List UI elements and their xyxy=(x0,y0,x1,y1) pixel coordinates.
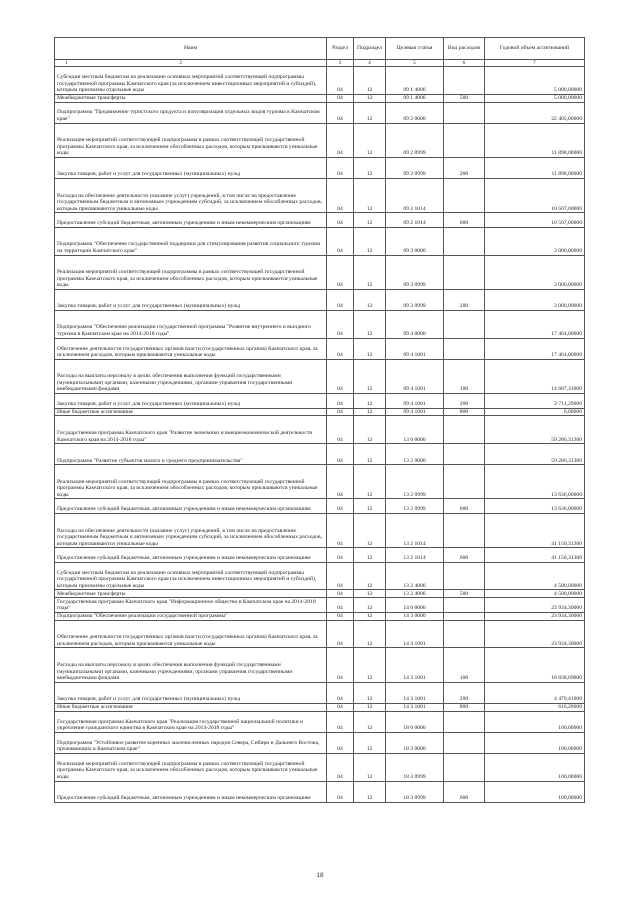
subsection-cell: 12 xyxy=(354,408,386,416)
target-cell: 13 0 0000 xyxy=(386,416,444,444)
name-cell: Подпрограмма "Обеспечение реализации государственной программы "Развитие внутреннего и въездного туризма в Камчатском крае на 2014-2018 годы" xyxy=(55,310,327,338)
table-row xyxy=(55,562,585,590)
target-cell: 18 3 0999 xyxy=(386,781,444,802)
section-cell: 04 xyxy=(327,612,354,620)
section-cell: 04 xyxy=(327,359,354,393)
target-cell: 18 3 0999 xyxy=(386,753,444,781)
name-cell: Подпрограмма "Обеспечение государственной поддержки для стимулирования развития социального туризма на территории Камчатского края" xyxy=(55,227,327,255)
section-cell: 04 xyxy=(327,499,354,514)
exp-type-cell xyxy=(444,310,485,338)
index-cell: 5 xyxy=(386,60,444,67)
exp-type-cell xyxy=(444,123,485,157)
name-cell: Обеспечение деятельности государственных органов власти (государственных органов) Камчатского края, за исключением расходов, которым присваиваются уникальные коды xyxy=(55,338,327,359)
name-cell: Предоставление субсидий бюджетным, автономным учреждениям и иным некоммерческим организациям xyxy=(55,213,327,228)
target-cell: 14 3 0000 xyxy=(386,612,444,620)
index-cell: 6 xyxy=(444,60,485,67)
section-cell: 04 xyxy=(327,562,354,590)
subsection-cell: 12 xyxy=(354,289,386,310)
index-cell xyxy=(55,60,327,67)
header-section: Раздел xyxy=(327,38,354,60)
table-row xyxy=(55,123,585,157)
section-cell: 04 xyxy=(327,179,354,213)
name-cell: Реализация мероприятий соответствующей подпрограммы в рамках соответствующей государственной программы Камчатского края, за исключением обособленных расходов, которым присваиваются уникальные коды xyxy=(55,753,327,781)
header-subsection: Подраздел xyxy=(354,38,386,60)
target-cell: 14 3 1001 xyxy=(386,620,444,648)
amount-cell: 6,00000 xyxy=(485,408,585,416)
target-cell: 18 0 0000 xyxy=(386,711,444,732)
amount-cell: 100,00000 xyxy=(485,753,585,781)
exp-type-cell: 200 xyxy=(444,289,485,310)
table-row xyxy=(55,711,585,732)
subsection-cell: 12 xyxy=(354,444,386,465)
name-cell: Расходы на выплаты персоналу в целях обеспечения выполнения функций государственными (муниципальными) органами, казенными учреждениями, органами управления государственными внебюджетными фондами xyxy=(55,359,327,393)
section-cell: 04 xyxy=(327,310,354,338)
name-cell: Реализация мероприятий соответствующей подпрограммы в рамках соответствующей государственной программы Камчатского края, за исключением обособленных расходов, которым присваиваются уникальные коды xyxy=(55,465,327,499)
amount-cell: 23 934,30000 xyxy=(485,598,585,613)
name-cell: Субсидии местным бюджетам на реализацию основных мероприятий соответствующей подпрограммы государственной программы Камчатского края (за исключением инвестиционных мероприятий и субсидий), которым присвоены отдельные коды xyxy=(55,562,327,590)
section-cell: 04 xyxy=(327,781,354,802)
amount-cell: 23 934,30000 xyxy=(485,612,585,620)
subsection-cell: 12 xyxy=(354,94,386,102)
section-cell: 04 xyxy=(327,157,354,178)
name-cell: Иные бюджетные ассигнования xyxy=(55,408,327,416)
amount-cell: 4 500,00000 xyxy=(485,562,585,590)
amount-cell: 59 286,31300 xyxy=(485,444,585,465)
section-cell: 04 xyxy=(327,94,354,102)
table-row xyxy=(55,359,585,393)
target-cell: 09 2 1014 xyxy=(386,179,444,213)
target-cell: 09 2 0000 xyxy=(386,102,444,123)
amount-cell: 100,00000 xyxy=(485,732,585,753)
name-cell: Закупка товаров, работ и услуг для государственных (муниципальных) нужд xyxy=(55,682,327,703)
index-label: 2 xyxy=(179,60,182,66)
subsection-cell: 12 xyxy=(354,123,386,157)
subsection-cell: 12 xyxy=(354,732,386,753)
exp-type-cell: 800 xyxy=(444,703,485,711)
target-cell: 09 4 0000 xyxy=(386,310,444,338)
target-cell: 13 2 1014 xyxy=(386,548,444,563)
index-cell: 7 xyxy=(485,60,585,67)
target-cell: 13 2 4006 xyxy=(386,562,444,590)
target-cell: 09 3 0999 xyxy=(386,255,444,289)
amount-cell: 13 636,00000 xyxy=(485,499,585,514)
amount-cell: 5 000,00000 xyxy=(485,94,585,102)
section-cell: 04 xyxy=(327,213,354,228)
exp-type-cell xyxy=(444,444,485,465)
index-label: 1 xyxy=(65,60,68,66)
amount-cell: 59 286,31300 xyxy=(485,416,585,444)
exp-type-cell xyxy=(444,338,485,359)
subsection-cell: 12 xyxy=(354,620,386,648)
section-cell: 04 xyxy=(327,732,354,753)
exp-type-cell: 600 xyxy=(444,499,485,514)
name-cell: Подпрограмма "Устойчивое развитие коренных малочисленных народов Севера, Сибири и Дальнего Востока, проживающих в Камчатском крае" xyxy=(55,732,327,753)
section-cell: 04 xyxy=(327,289,354,310)
section-cell: 04 xyxy=(327,590,354,598)
subsection-cell: 12 xyxy=(354,562,386,590)
exp-type-cell xyxy=(444,711,485,732)
subsection-cell: 12 xyxy=(354,682,386,703)
target-cell: 09 3 0999 xyxy=(386,289,444,310)
subsection-cell: 12 xyxy=(354,548,386,563)
table-row xyxy=(55,753,585,781)
table-row xyxy=(55,289,585,310)
section-cell: 04 xyxy=(327,416,354,444)
exp-type-cell: 800 xyxy=(444,408,485,416)
name-cell: Реализация мероприятий соответствующей подпрограммы в рамках соответствующей государственной программы Камчатского края, за исключением обособленных расходов, которым присваиваются уникальные коды xyxy=(55,255,327,289)
target-cell: 14 3 1001 xyxy=(386,682,444,703)
subsection-cell: 12 xyxy=(354,359,386,393)
subsection-cell: 12 xyxy=(354,102,386,123)
exp-type-cell xyxy=(444,732,485,753)
exp-type-cell: 200 xyxy=(444,682,485,703)
table-body xyxy=(55,60,585,803)
amount-cell: 41 150,31300 xyxy=(485,513,585,547)
name-cell: Межбюджетные трансферты xyxy=(55,590,327,598)
target-cell: 13 2 0999 xyxy=(386,465,444,499)
header-name: Наим xyxy=(55,38,327,60)
amount-cell: 3 000,00000 xyxy=(485,289,585,310)
exp-type-cell xyxy=(444,416,485,444)
target-cell: 09 2 0999 xyxy=(386,157,444,178)
amount-cell: 4 500,00000 xyxy=(485,590,585,598)
section-cell: 04 xyxy=(327,753,354,781)
name-cell: Реализация мероприятий соответствующей подпрограммы в рамках соответствующей государственной программы Камчатского края, за исключением обособленных расходов, которым присваиваются уникальные коды xyxy=(55,123,327,157)
table-row xyxy=(55,67,585,95)
table-row xyxy=(55,394,585,409)
amount-cell: 17 464,00000 xyxy=(485,338,585,359)
header-target: Целевая статья xyxy=(386,38,444,60)
header-exp-type: Вид расходов xyxy=(444,38,485,60)
name-cell: Закупка товаров, работ и услуг для государственных (муниципальных) нужд xyxy=(55,157,327,178)
subsection-cell: 12 xyxy=(354,648,386,682)
table-row xyxy=(55,598,585,613)
amount-cell: 22 405,00000 xyxy=(485,102,585,123)
target-cell: 13 2 0000 xyxy=(386,444,444,465)
exp-type-cell xyxy=(444,227,485,255)
amount-cell: 14 687,31000 xyxy=(485,359,585,393)
subsection-cell: 12 xyxy=(354,598,386,613)
name-cell: Обеспечение деятельности государственных органов власти (государственных органов) Камчатского края, за исключением расходов, которым присваиваются уникальные коды xyxy=(55,620,327,648)
name-cell: Иные бюджетные ассигнования xyxy=(55,703,327,711)
exp-type-cell xyxy=(444,102,485,123)
exp-type-cell: 600 xyxy=(444,548,485,563)
subsection-cell: 12 xyxy=(354,179,386,213)
table-row xyxy=(55,612,585,620)
table-row xyxy=(55,444,585,465)
section-cell: 04 xyxy=(327,682,354,703)
section-cell: 04 xyxy=(327,67,354,95)
table-row xyxy=(55,703,585,711)
table-row xyxy=(55,548,585,563)
table-row xyxy=(55,255,585,289)
target-cell: 14 3 1001 xyxy=(386,648,444,682)
name-cell: Предоставление субсидий бюджетным, автономным учреждениям и иным некоммерческим организациям xyxy=(55,499,327,514)
target-cell: 09 3 0000 xyxy=(386,227,444,255)
exp-type-cell: 600 xyxy=(444,781,485,802)
target-cell: 09 1 4006 xyxy=(386,94,444,102)
target-cell: 09 1 4006 xyxy=(386,67,444,95)
exp-type-cell xyxy=(444,612,485,620)
name-cell: Подпрограмма "Продвижение туристского продукта и популяризация отдельных видов туризма в Камчатском крае" xyxy=(55,102,327,123)
subsection-cell: 12 xyxy=(354,255,386,289)
amount-cell: 3 000,00000 xyxy=(485,255,585,289)
subsection-cell: 12 xyxy=(354,753,386,781)
table-row xyxy=(55,781,585,802)
section-cell: 04 xyxy=(327,548,354,563)
index-row xyxy=(55,60,585,67)
subsection-cell: 12 xyxy=(354,711,386,732)
subsection-cell: 12 xyxy=(354,781,386,802)
exp-type-cell xyxy=(444,255,485,289)
subsection-cell: 12 xyxy=(354,612,386,620)
amount-cell: 11 898,00000 xyxy=(485,123,585,157)
name-cell: Межбюджетные трансферты xyxy=(55,94,327,102)
amount-cell: 616,20000 xyxy=(485,703,585,711)
exp-type-cell: 600 xyxy=(444,213,485,228)
subsection-cell: 12 xyxy=(354,67,386,95)
document-page xyxy=(54,37,584,803)
exp-type-cell xyxy=(444,179,485,213)
exp-type-cell xyxy=(444,513,485,547)
section-cell: 04 xyxy=(327,703,354,711)
target-cell: 14 3 1001 xyxy=(386,703,444,711)
section-cell: 04 xyxy=(327,598,354,613)
subsection-cell: 12 xyxy=(354,394,386,409)
exp-type-cell: 200 xyxy=(444,394,485,409)
table-row xyxy=(55,513,585,547)
amount-cell: 100,00000 xyxy=(485,711,585,732)
exp-type-cell: 100 xyxy=(444,648,485,682)
table-row xyxy=(55,310,585,338)
amount-cell: 5 000,00000 xyxy=(485,67,585,95)
target-cell: 13 2 0999 xyxy=(386,499,444,514)
name-cell: Предоставление субсидий бюджетным, автономным учреждениям и иным некоммерческим организациям xyxy=(55,548,327,563)
section-cell: 04 xyxy=(327,338,354,359)
name-cell: Подпрограмма "Развитие субъектов малого и среднего предпринимательства" xyxy=(55,444,327,465)
table-row xyxy=(55,227,585,255)
amount-cell: 17 464,00000 xyxy=(485,310,585,338)
name-cell: Расходы на обеспечение деятельности (оказание услуг) учреждений, в том числе на предоставление государственным бюджетным и автономным учреждениям субсидий, за исключением обособленных расходов, которым присваиваются уникальные коды xyxy=(55,179,327,213)
exp-type-cell xyxy=(444,465,485,499)
amount-cell: 18 838,69000 xyxy=(485,648,585,682)
table-row xyxy=(55,94,585,102)
section-cell: 04 xyxy=(327,394,354,409)
amount-cell: 10 507,00000 xyxy=(485,179,585,213)
name-cell: Расходы на обеспечение деятельности (оказание услуг) учреждений, в том числе на предоставление государственным бюджетным и автономным учреждениям субсидий, за исключением обособленных расходов, которым присваиваются уникальные коды xyxy=(55,513,327,547)
subsection-cell: 12 xyxy=(354,703,386,711)
header-amount: Годовой объем ассигнований xyxy=(485,38,585,60)
section-cell: 04 xyxy=(327,465,354,499)
amount-cell: 10 507,00000 xyxy=(485,213,585,228)
target-cell: 09 4 1001 xyxy=(386,408,444,416)
table-row xyxy=(55,620,585,648)
section-cell: 04 xyxy=(327,123,354,157)
table-row xyxy=(55,732,585,753)
exp-type-cell: 100 xyxy=(444,359,485,393)
subsection-cell: 12 xyxy=(354,227,386,255)
amount-cell: 2 711,29000 xyxy=(485,394,585,409)
exp-type-cell xyxy=(444,598,485,613)
table-row xyxy=(55,179,585,213)
name-cell: Государственная программа Камчатского края "Реализация государственной национальной политики и укрепление гражданского единства в Камчатском крае на 2014-2018 годы" xyxy=(55,711,327,732)
section-cell: 04 xyxy=(327,648,354,682)
table-row xyxy=(55,465,585,499)
subsection-cell: 12 xyxy=(354,338,386,359)
table-row xyxy=(55,648,585,682)
target-cell: 13 2 4006 xyxy=(386,590,444,598)
name-cell: Предоставление субсидий бюджетным, автономным учреждениям и иным некоммерческим организациям xyxy=(55,781,327,802)
name-cell: Подпрограмма "Обеспечение реализации государственной программы" xyxy=(55,612,327,620)
target-cell: 09 4 1001 xyxy=(386,394,444,409)
section-cell: 04 xyxy=(327,513,354,547)
amount-cell: 4 479,41000 xyxy=(485,682,585,703)
amount-cell: 13 636,00000 xyxy=(485,465,585,499)
table-row xyxy=(55,213,585,228)
index-cell: 3 xyxy=(327,60,354,67)
table-row xyxy=(55,408,585,416)
target-cell: 09 2 1014 xyxy=(386,213,444,228)
table-row xyxy=(55,338,585,359)
page-number: 18 xyxy=(316,872,324,879)
subsection-cell: 12 xyxy=(354,513,386,547)
index-cell: 4 xyxy=(354,60,386,67)
target-cell: 09 2 0999 xyxy=(386,123,444,157)
subsection-cell: 12 xyxy=(354,499,386,514)
subsection-cell: 12 xyxy=(354,310,386,338)
subsection-cell: 12 xyxy=(354,157,386,178)
section-cell: 04 xyxy=(327,444,354,465)
name-cell: Расходы на выплаты персоналу в целях обеспечения выполнения функций государственными (муниципальными) органами, казенными учреждениями, органами управления государственными внебюджетными фондами xyxy=(55,648,327,682)
subsection-cell: 12 xyxy=(354,590,386,598)
amount-cell: 100,00000 xyxy=(485,781,585,802)
name-cell: Государственная программа Камчатского края "Информационное общество в Камчатском крае на 2014-2018 годы" xyxy=(55,598,327,613)
amount-cell: 41 150,31300 xyxy=(485,548,585,563)
name-cell: Субсидии местным бюджетам на реализацию основных мероприятий соответствующей подпрограммы государственной программы Камчатского края (за исключением инвестиционных мероприятий и субсидий), которым присвоены отдельные коды xyxy=(55,67,327,95)
table-row xyxy=(55,682,585,703)
table-row xyxy=(55,157,585,178)
header-row xyxy=(55,38,585,60)
budget-table xyxy=(54,37,585,803)
section-cell: 04 xyxy=(327,408,354,416)
name-cell: Закупка товаров, работ и услуг для государственных (муниципальных) нужд xyxy=(55,289,327,310)
section-cell: 04 xyxy=(327,102,354,123)
exp-type-cell xyxy=(444,620,485,648)
section-cell: 04 xyxy=(327,255,354,289)
table-row xyxy=(55,416,585,444)
table-row xyxy=(55,102,585,123)
name-cell: Государственная программа Камчатского края "Развитие экономики и внешнеэкономической деятельности Камчатского края на 2014-2018 годы" xyxy=(55,416,327,444)
target-cell: 09 4 1001 xyxy=(386,359,444,393)
subsection-cell: 12 xyxy=(354,213,386,228)
target-cell: 18 3 0000 xyxy=(386,732,444,753)
target-cell: 09 4 1001 xyxy=(386,338,444,359)
subsection-cell: 12 xyxy=(354,416,386,444)
amount-cell: 23 934,30000 xyxy=(485,620,585,648)
exp-type-cell xyxy=(444,562,485,590)
section-cell: 04 xyxy=(327,711,354,732)
target-cell: 14 0 0000 xyxy=(386,598,444,613)
amount-cell: 11 898,00000 xyxy=(485,157,585,178)
target-cell: 13 2 1014 xyxy=(386,513,444,547)
name-cell: Закупка товаров, работ и услуг для государственных (муниципальных) нужд xyxy=(55,394,327,409)
exp-type-cell xyxy=(444,67,485,95)
exp-type-cell: 500 xyxy=(444,94,485,102)
table-row xyxy=(55,499,585,514)
amount-cell: 3 000,00000 xyxy=(485,227,585,255)
subsection-cell: 12 xyxy=(354,465,386,499)
exp-type-cell: 500 xyxy=(444,590,485,598)
exp-type-cell xyxy=(444,753,485,781)
exp-type-cell: 200 xyxy=(444,157,485,178)
section-cell: 04 xyxy=(327,227,354,255)
table-row xyxy=(55,590,585,598)
section-cell: 04 xyxy=(327,620,354,648)
